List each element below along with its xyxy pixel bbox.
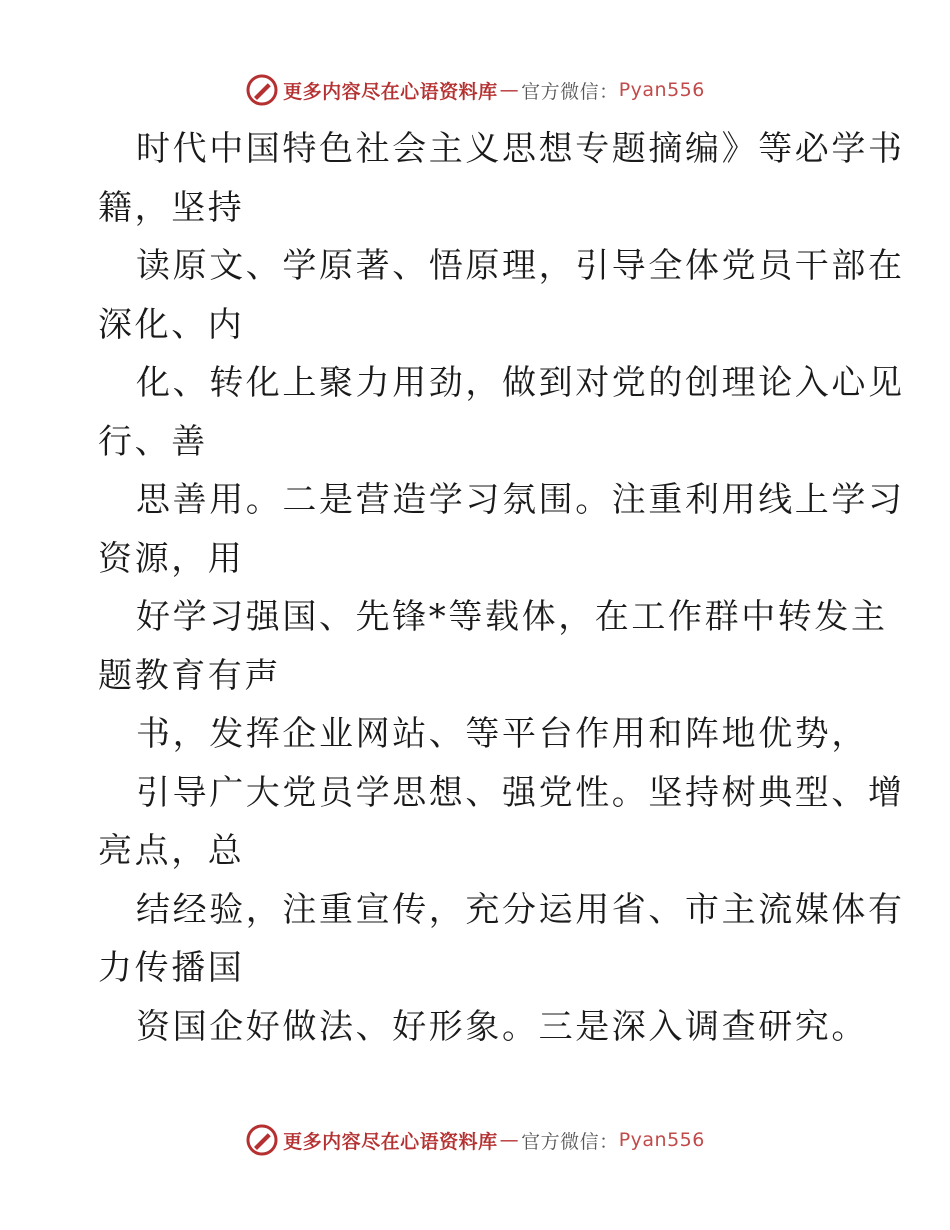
text-line: 行、善 xyxy=(98,421,208,462)
banner-dash: — xyxy=(499,1129,520,1151)
text-line: 好学习强国、先锋*等载体，在工作群中转发主 xyxy=(136,597,888,637)
text-line: 籍，坚持 xyxy=(98,187,245,228)
header-banner xyxy=(0,70,950,110)
banner-handle: Pyan556 xyxy=(618,79,705,101)
text-line: 题教育有声 xyxy=(98,655,281,696)
seal-logo-icon xyxy=(245,73,279,107)
text-line: 亮点，总 xyxy=(98,831,245,871)
banner-dash: — xyxy=(499,79,520,101)
banner-sub: 官方微信： xyxy=(521,80,619,103)
seal-logo-icon xyxy=(245,1123,279,1157)
text-line: 书，发挥企业网站、等平台作用和阵地优势， xyxy=(136,714,868,754)
text-line: 资源，用 xyxy=(98,538,245,579)
text-line: 力传播国 xyxy=(98,948,245,988)
text-line: 结经验，注重宣传，充分运用省、市主流媒体有 xyxy=(136,889,905,930)
text-line: 化、转化上聚力用劲，做到对党的创理论入心见 xyxy=(136,363,905,403)
footer-banner xyxy=(0,1120,950,1160)
banner-handle: Pyan556 xyxy=(618,1129,705,1151)
banner-sub: 官方微信： xyxy=(521,1130,619,1153)
text-line: 思善用。二是营造学习氛围。注重利用线上学习 xyxy=(136,480,905,520)
banner-title: 更多内容尽在心语资料库 xyxy=(283,80,498,103)
text-line: 读原文、学原著、悟原理，引导全体党员干部在 xyxy=(136,246,905,286)
document-body xyxy=(98,120,905,1056)
text-line: 引导广大党员学思想、强党性。坚持树典型、增 xyxy=(136,772,905,813)
banner-title: 更多内容尽在心语资料库 xyxy=(283,1130,498,1153)
text-line: 时代中国特色社会主义思想专题摘编》等必学书 xyxy=(136,129,905,169)
text-line: 资国企好做法、好形象。三是深入调查研究。 xyxy=(136,1006,868,1047)
text-line: 深化、内 xyxy=(98,304,245,345)
